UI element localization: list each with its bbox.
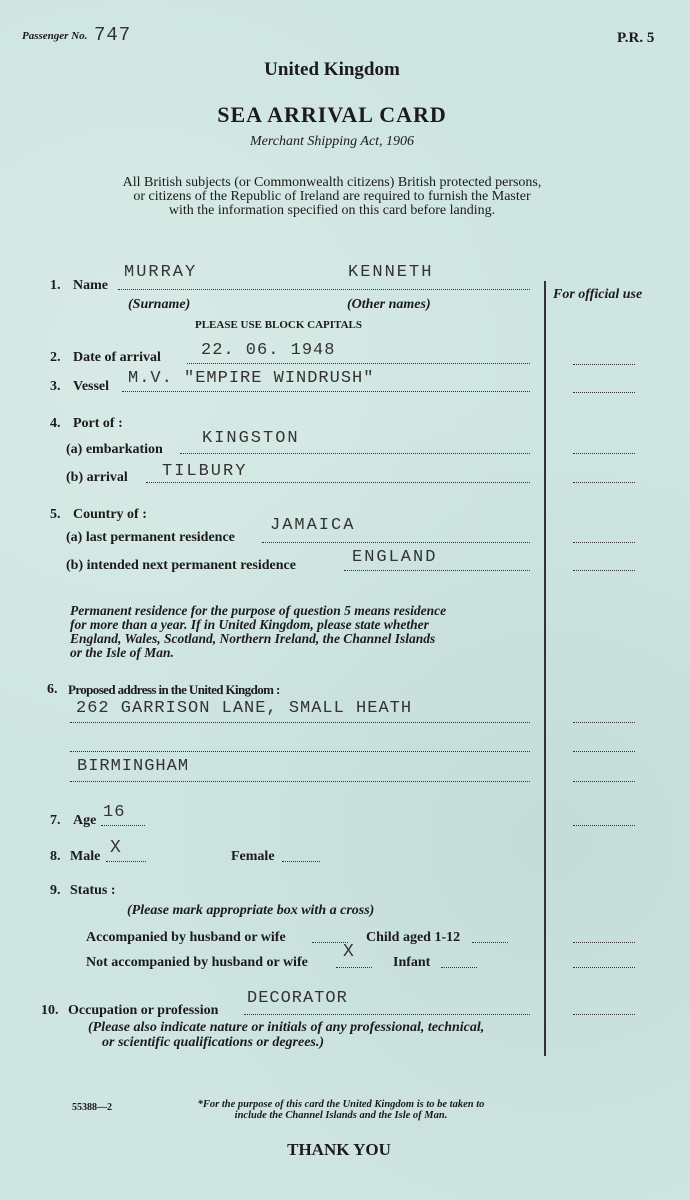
q5a-label: (a) last permanent residence <box>66 530 235 545</box>
q9-accompanied-label: Accompanied by husband or wife <box>86 930 286 945</box>
q10-line <box>244 1014 530 1015</box>
intro-line: or citizens of the Republic of Ireland are required to furnish the Master <box>133 189 531 204</box>
q5b-label: (b) intended next permanent residence <box>66 558 296 573</box>
q5-note <box>70 604 446 660</box>
q10-note <box>88 1020 484 1050</box>
q6-line1: 262 GARRISON LANE, SMALL HEATH <box>76 699 413 718</box>
q8-female-line <box>282 861 320 862</box>
passenger-no-value: 747 <box>94 24 132 46</box>
q5a-line <box>262 542 530 543</box>
footer-note <box>156 1099 526 1121</box>
intro-line: All British subjects (or Commonwealth citizens) British protected persons, <box>122 175 542 190</box>
q1-line <box>118 289 530 290</box>
q2-label: Date of arrival <box>73 350 161 365</box>
footer-note-line: include the Channel Islands and the Isle of Man. <box>234 1110 448 1121</box>
q1-label: Name <box>73 278 108 293</box>
q9-instruction: (Please mark appropriate box with a cross) <box>127 903 375 918</box>
q5a-official <box>573 542 635 543</box>
official-use-label: For official use <box>553 287 643 302</box>
q5-label: Country of : <box>73 507 147 522</box>
q5-note-line: for more than a year. If in United Kingdom, please state whether <box>70 617 429 632</box>
q1-number: 1. <box>50 278 61 293</box>
q6-official-1 <box>573 722 635 723</box>
q8-male-value: X <box>110 838 123 858</box>
q10-value: DECORATOR <box>247 989 348 1008</box>
q10-number: 10. <box>41 1003 59 1018</box>
q5-note-line: England, Wales, Scotland, Northern Ireland, the Channel Islands <box>70 631 436 646</box>
q8-male-label: Male <box>70 849 101 864</box>
q1-other-names: KENNETH <box>348 263 434 282</box>
q9-not-accompanied-line <box>336 967 372 968</box>
q5a-value: JAMAICA <box>270 516 356 535</box>
q3-number: 3. <box>50 379 61 394</box>
q5b-value: ENGLAND <box>352 548 438 567</box>
q10-label: Occupation or profession <box>68 1003 219 1018</box>
q3-label: Vessel <box>73 379 110 394</box>
q4a-value: KINGSTON <box>202 429 300 448</box>
q9-child-label: Child aged 1-12 <box>366 930 461 945</box>
q5b-line <box>344 570 530 571</box>
q10-official <box>573 1014 635 1015</box>
q4b-value: TILBURY <box>162 462 248 481</box>
q5-number: 5. <box>50 507 61 522</box>
q6-label: Proposed address in the United Kingdom : <box>68 682 280 697</box>
q4-number: 4. <box>50 416 61 431</box>
q2-official <box>573 364 635 365</box>
block-capitals-note: PLEASE USE BLOCK CAPITALS <box>195 319 362 331</box>
q9-infant-label: Infant <box>393 955 431 970</box>
card-title: SEA ARRIVAL CARD <box>217 102 447 127</box>
intro-text <box>0 176 664 218</box>
thank-you: THANK YOU <box>287 1140 391 1159</box>
q9-child-line <box>472 942 508 943</box>
q4a-line <box>180 453 530 454</box>
q6-line2-dots <box>70 751 530 752</box>
q10-note-line: (Please also indicate nature or initials of any professional, technical, <box>88 1020 485 1035</box>
q6-official-2 <box>573 751 635 752</box>
q1-other-caption: (Other names) <box>347 297 431 312</box>
q1-surname-caption: (Surname) <box>128 297 191 312</box>
q6-official-3 <box>573 781 635 782</box>
q4b-label: (b) arrival <box>66 470 128 485</box>
footer-code: 55388—2 <box>72 1102 112 1113</box>
q2-value: 22. 06. 1948 <box>201 341 336 360</box>
q9-not-accompanied-label: Not accompanied by husband or wife <box>86 955 308 970</box>
q9-number: 9. <box>50 883 61 898</box>
q7-number: 7. <box>50 813 61 828</box>
intro-line: with the information specified on this card before landing. <box>168 203 496 218</box>
q4a-label: (a) embarkation <box>66 442 163 457</box>
footer-note-line: *For the purpose of this card the United Kingdom is to be taken to <box>197 1099 485 1110</box>
q9-not-accompanied-value: X <box>343 942 356 962</box>
q7-value: 16 <box>103 803 126 822</box>
form-code: P.R. 5 <box>617 30 655 46</box>
q8-female-label: Female <box>231 849 275 864</box>
q3-line <box>122 391 530 392</box>
q6-line3: BIRMINGHAM <box>77 757 190 776</box>
act-subtitle: Merchant Shipping Act, 1906 <box>249 134 415 149</box>
q4-label: Port of : <box>73 416 123 431</box>
q2-line <box>187 363 530 364</box>
q4b-line <box>146 482 530 483</box>
q8-number: 8. <box>50 849 61 864</box>
q6-number: 6. <box>47 682 58 697</box>
q7-line <box>101 825 145 826</box>
q7-label: Age <box>73 813 97 828</box>
q3-official <box>573 392 635 393</box>
q5-note-line: Permanent residence for the purpose of question 5 means residence <box>70 603 447 618</box>
q7-official <box>573 825 635 826</box>
q10-note-line: or scientific qualifications or degrees.) <box>102 1035 325 1050</box>
q9-official-2 <box>573 967 635 968</box>
q6-line3-dots <box>70 781 530 782</box>
q2-number: 2. <box>50 350 61 365</box>
q4a-official <box>573 453 635 454</box>
country-heading: United Kingdom <box>264 59 400 80</box>
q5b-official <box>573 570 635 571</box>
q4b-official <box>573 482 635 483</box>
q1-surname: MURRAY <box>124 263 198 282</box>
q9-official-1 <box>573 942 635 943</box>
q9-label: Status : <box>70 883 116 898</box>
q5-note-line: or the Isle of Man. <box>70 645 174 660</box>
q3-value: M.V. "EMPIRE WINDRUSH" <box>128 369 375 388</box>
passenger-no-label: Passenger No. <box>22 30 88 42</box>
q8-male-line <box>106 861 146 862</box>
q6-line1-dots <box>70 722 530 723</box>
official-use-divider <box>544 281 546 1056</box>
q9-infant-line <box>441 967 477 968</box>
